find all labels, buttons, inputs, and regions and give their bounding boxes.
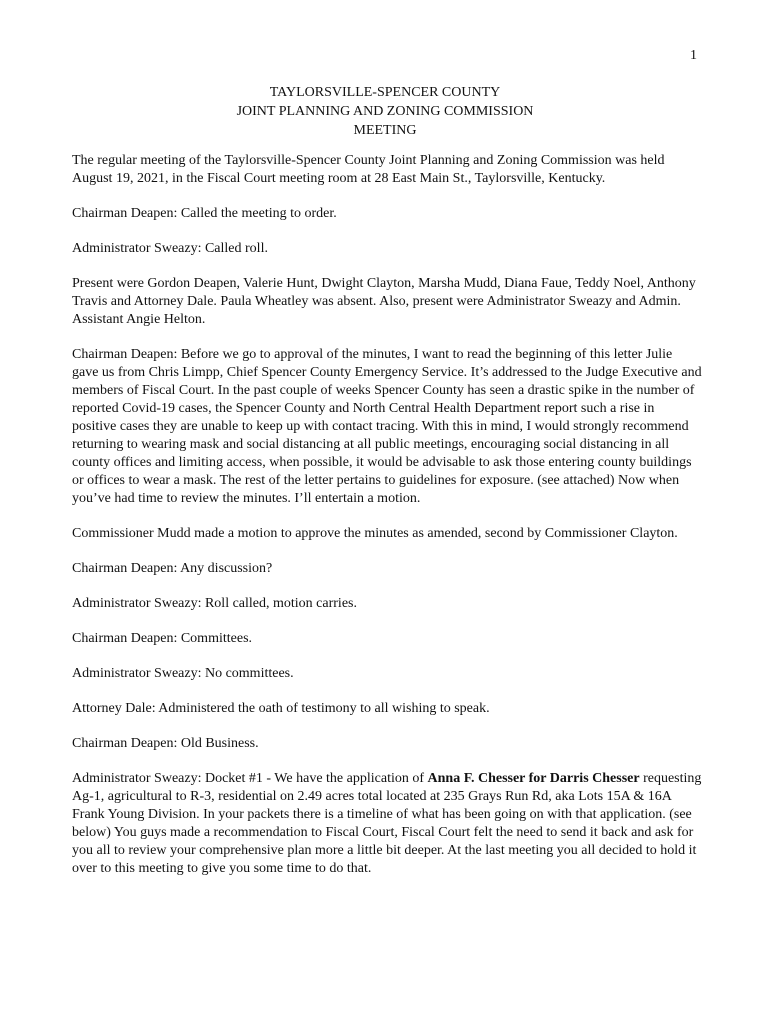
paragraph-no-committees: Administrator Sweazy: No committees. (72, 666, 294, 681)
paragraph-letter: Chairman Deapen: Before we go to approval of the minutes, I want to read the beginning of this letter Julie gave us from Chris Limpp, Chief Spencer County Emergency Service. It’s addressed to the Judge Executive and members of Fiscal Court. In the past couple of weeks Spencer County has seen a drastic spike in the number of reported Covid-19 cases, the Spencer County and North Central Health Department report such a rise in positive cases they are unable to keep up with contact tracing. With this in mind, I would strongly recommend returning to wearing mask and social distancing at all public meetings, encouraging social distancing in all county offices and limiting access, when possible, it would be advisable to ask those entering county buildings or offices to wear a mask. The rest of the letter pertains to guidelines for exposure. (see attached) Now when you’ve had time to review the minutes. I’ll entertain a motion. (72, 347, 702, 506)
document-header (0, 83, 770, 140)
header-line-1: TAYLORSVILLE-SPENCER COUNTY (269, 85, 501, 100)
document-body (72, 152, 702, 895)
paragraph-oath: Attorney Dale: Administered the oath of testimony to all wishing to speak. (72, 701, 490, 716)
paragraph-motion-minutes: Commissioner Mudd made a motion to approve the minutes as amended, second by Commissioner Clayton. (72, 526, 678, 541)
docket-detail-text: requesting Ag-1, agricultural to R-3, residential on 2.49 acres total located at 235 Grays Run Rd, aka Lots 15A & 16A Frank Young Division. In your packets there is a timeline of what has been going on with that application. (see below) You guys made a recommendation to Fiscal Court, Fiscal Court felt the need to send it back and ask for you all to review your comprehensive plan more a little bit deeper. At the last meeting you all decided to hold it over to this meeting to give you some time to do that. (72, 771, 702, 876)
paragraph-roll-call: Administrator Sweazy: Called roll. (72, 241, 268, 256)
paragraph-discussion: Chairman Deapen: Any discussion? (72, 561, 273, 576)
applicant-name: Anna F. Chesser for Darris Chesser (427, 771, 640, 786)
docket-intro-text: Administrator Sweazy: Docket #1 - We have the application of (72, 771, 428, 786)
paragraph-docket-1 (72, 770, 702, 878)
paragraph-roll-called: Administrator Sweazy: Roll called, motion carries. (72, 596, 357, 611)
header-line-3: MEETING (353, 123, 417, 138)
paragraph-call-to-order: Chairman Deapen: Called the meeting to order. (72, 206, 337, 221)
paragraph-attendance: Present were Gordon Deapen, Valerie Hunt, Dwight Clayton, Marsha Mudd, Diana Faue, Teddy Noel, Anthony Travis and Attorney Dale. Paula Wheatley was absent. Also, present were Administrator Sweazy and Admin. Assistant Angie Helton. (72, 276, 696, 327)
paragraph-old-business: Chairman Deapen: Old Business. (72, 736, 259, 751)
paragraph-committees: Chairman Deapen: Committees. (72, 631, 253, 646)
page-number: 1 (690, 48, 697, 63)
header-line-2: JOINT PLANNING AND ZONING COMMISSION (236, 104, 534, 119)
paragraph-meeting-intro: The regular meeting of the Taylorsville-Spencer County Joint Planning and Zoning Commission was held August 19, 2021, in the Fiscal Court meeting room at 28 East Main St., Taylorsville, Kentucky. (72, 153, 665, 186)
